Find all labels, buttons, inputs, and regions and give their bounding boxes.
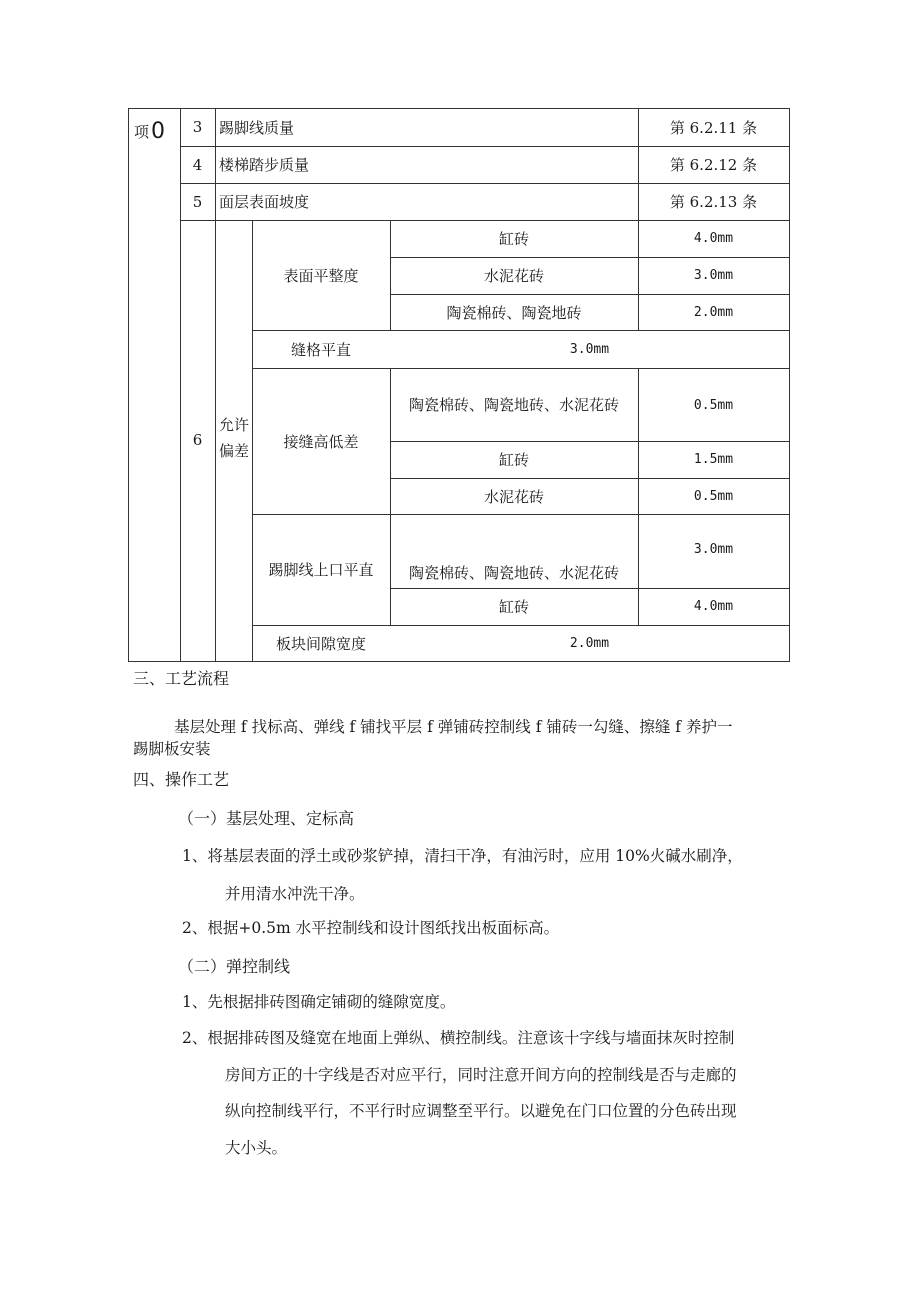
group-label [134, 116, 165, 146]
section-heading: 三、工艺流程 [133, 669, 230, 688]
row-number: 4 [192, 155, 203, 174]
joint-straight-label: 缝格平直 [290, 340, 351, 359]
gap-width-label: 板块间隙宽度 [275, 634, 366, 653]
category-line1: 允许 [218, 416, 249, 434]
category-label [216, 412, 252, 464]
tolerance-value: 3.0mm [693, 268, 734, 283]
group-mark: 0 [151, 118, 166, 144]
table-divider [215, 108, 216, 662]
reference: 第 6.2.12 条 [669, 156, 758, 174]
material: 缸砖 [498, 230, 529, 248]
group-label-text: 项 [134, 122, 150, 141]
item-name: 面层表面坡度 [219, 193, 310, 211]
material: 陶瓷棉砖、陶瓷地砖 [446, 303, 582, 322]
joint-height-label: 接缝高低差 [283, 432, 359, 451]
tolerance-value: 2.0mm [693, 304, 734, 320]
paragraph-line: 大小头。 [225, 1139, 288, 1157]
process-flow-line: 踢脚板安装 [133, 740, 211, 758]
tolerance-value: 3.0mm [693, 542, 734, 557]
skirting-label: 踢脚线上口平直 [268, 561, 374, 579]
tolerance-value: 3.0mm [569, 341, 610, 357]
row-number: 5 [192, 192, 203, 211]
paragraph-line: 2、根据排砖图及缝宽在地面上弹纵、横控制线。注意该十字线与墙面抹灰时控制 [182, 1029, 735, 1047]
paragraph-line: 房间方正的十字线是否对应平行，同时注意开间方向的控制线是否与走廊的 [225, 1066, 737, 1084]
material: 水泥花砖 [483, 487, 544, 506]
category-line2: 偏差 [218, 442, 249, 460]
tolerance-value: 0.5mm [693, 398, 734, 413]
paragraph-line: 1、先根据排砖图确定铺砌的缝隙宽度。 [182, 993, 456, 1011]
reference: 第 6.2.11 条 [669, 118, 758, 137]
paragraph-line: 纵向控制线平行，不平行时应调整至平行。以避免在门口位置的分色砖出现 [225, 1102, 737, 1120]
tolerance-value: 0.5mm [693, 488, 734, 504]
tolerance-value: 4.0mm [693, 231, 734, 246]
paragraph-line: 1、将基层表面的浮土或砂浆铲掉，清扫干净，有油污时，应用 10%火碱水刷净， [182, 847, 743, 865]
table-border-bottom [128, 661, 790, 662]
material: 陶瓷棉砖、陶瓷地砖、水泥花砖 [408, 564, 619, 582]
subsection-heading: （一）基层处理、定标高 [178, 809, 355, 828]
row-number: 3 [192, 118, 203, 136]
row-number: 6 [192, 431, 203, 449]
table-border-right [789, 108, 790, 662]
material: 缸砖 [498, 451, 529, 469]
table-border-left [128, 108, 129, 662]
flatness-label: 表面平整度 [283, 266, 359, 285]
subsection-heading: （二）弹控制线 [178, 957, 291, 976]
reference: 第 6.2.13 条 [669, 193, 758, 211]
tolerance-value: 4.0mm [693, 599, 734, 614]
tolerance-value: 2.0mm [569, 635, 610, 651]
paragraph-line: 2、根据+0.5m 水平控制线和设计图纸找出板面标高。 [182, 919, 560, 937]
paragraph-line: 并用清水冲洗干净。 [225, 885, 365, 903]
process-flow-line: 基层处理 f 找标高、弹线 f 铺找平层 f 弹铺砖控制线 f 铺砖一勾缝、擦缝 f 养护一 [174, 718, 733, 736]
item-name: 楼梯踏步质量 [219, 156, 310, 174]
item-name: 踢脚线质量 [219, 118, 295, 137]
material: 陶瓷棉砖、陶瓷地砖、水泥花砖 [408, 396, 619, 414]
section-heading: 四、操作工艺 [133, 770, 230, 789]
tolerance-value: 1.5mm [693, 452, 734, 467]
material: 缸砖 [498, 598, 529, 616]
material: 水泥花砖 [483, 267, 544, 285]
